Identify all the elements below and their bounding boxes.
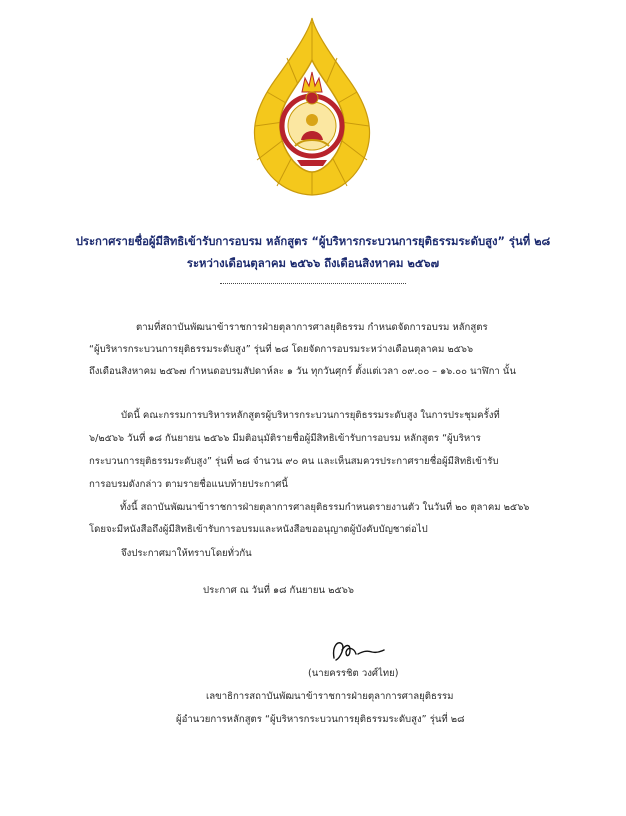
announcement-period: ระหว่างเดือนตุลาคม ๒๕๖๖ ถึงเดือนสิงหาคม ๒๕๖๗	[186, 257, 440, 270]
paragraph-2-line-4: การอบรมดังกล่าว ตามรายชื่อแนบท้ายประกาศนี้	[89, 479, 288, 490]
paragraph-2-line-1: บัดนี้ คณะกรรมการบริหารหลักสูตรผู้บริหารกระบวนการยุติธรรมระดับสูง ในการประชุมครั้งที่	[121, 410, 500, 421]
announcement-date: ประกาศ ณ วันที่ ๑๘ กันยายน ๒๕๖๖	[203, 585, 354, 596]
signature-icon	[328, 636, 388, 664]
paragraph-2-line-3: กระบวนการยุติธรรมระดับสูง” รุ่นที่ ๒๘ จำนวน ๙๐ คน และเห็นสมควรประกาศรายชื่อผู้มีสิทธิเข้ารับ	[89, 456, 499, 467]
signer-position-2: ผู้อำนวยการหลักสูตร “ผู้บริหารกระบวนการยุติธรรมระดับสูง” รุ่นที่ ๒๘	[176, 714, 465, 725]
institute-emblem-icon	[247, 14, 377, 199]
paragraph-2-line-2: ๖/๒๕๖๖ วันที่ ๑๘ กันยายน ๒๕๖๖ มีมติอนุมัติรายชื่อผู้มีสิทธิเข้ารับการอบรม หลักสูตร “ผู้บริหาร	[89, 433, 481, 444]
announcement-title: ประกาศรายชื่อผู้มีสิทธิเข้ารับการอบรม หลักสูตร “ผู้บริหารกระบวนการยุติธรรมระดับสูง” รุ่นที่ ๒๘	[75, 235, 551, 248]
signer-name: (นายครรชิต วงศ์ไทย)	[308, 668, 399, 679]
dotted-divider	[220, 283, 406, 284]
closing-statement: จึงประกาศมาให้ทราบโดยทั่วกัน	[121, 548, 252, 559]
paragraph-1-line-1: ตามที่สถาบันพัฒนาข้าราชการฝ่ายตุลาการศาลยุติธรรม กำหนดจัดการอบรม หลักสูตร	[136, 322, 488, 333]
paragraph-3-line-1: ทั้งนี้ สถาบันพัฒนาข้าราชการฝ่ายตุลาการศาลยุติธรรมกำหนดรายงานตัว ในวันที่ ๒๐ ตุลาคม ๒๕๖๖	[120, 502, 530, 513]
paragraph-1-line-3: ถึงเดือนสิงหาคม ๒๕๖๗ กำหนดอบรมสัปดาห์ละ ๑ วัน ทุกวันศุกร์ ตั้งแต่เวลา ๐๙.๐๐ – ๑๖.๐๐ นาฬิกา นั้น	[89, 366, 516, 377]
paragraph-3-line-2: โดยจะมีหนังสือถึงผู้มีสิทธิเข้ารับการอบรมและหนังสือขออนุญาตผู้บังคับบัญชาต่อไป	[89, 524, 428, 535]
paragraph-1-line-2: “ผู้บริหารกระบวนการยุติธรรมระดับสูง” รุ่นที่ ๒๘ โดยจัดการอบรมระหว่างเดือนตุลาคม ๒๕๖๖	[89, 344, 474, 355]
signer-position-1: เลขาธิการสถาบันพัฒนาข้าราชการฝ่ายตุลาการศาลยุติธรรม	[206, 691, 454, 702]
